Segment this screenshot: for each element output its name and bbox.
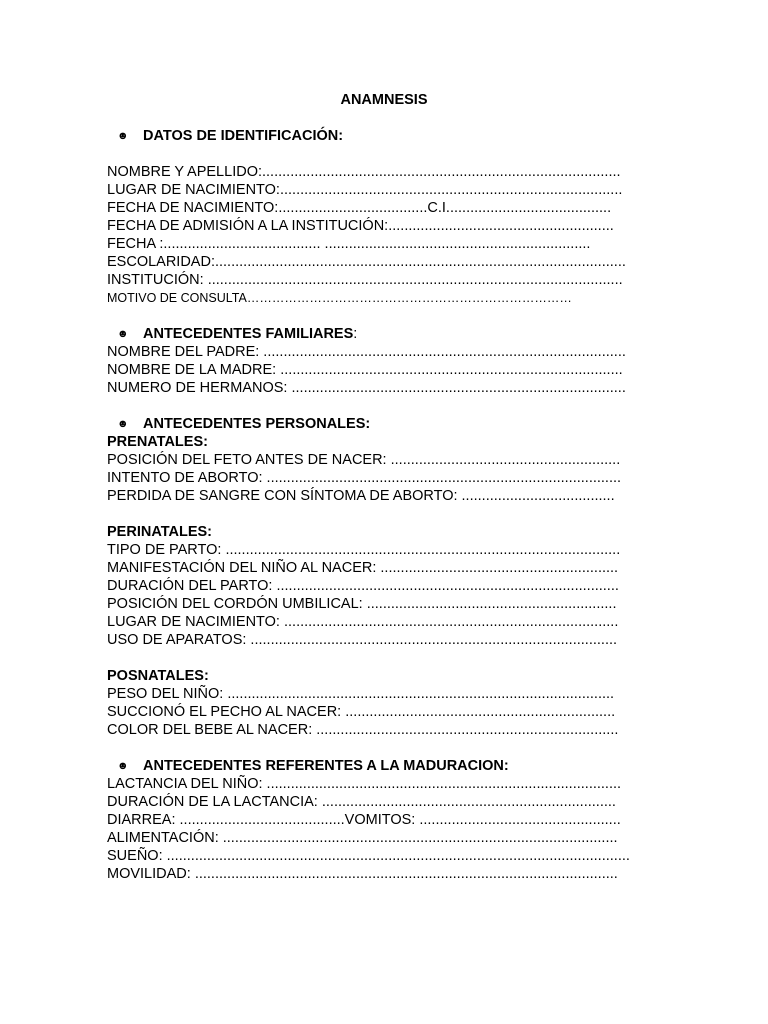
field-duracion-parto: DURACIÓN DEL PARTO: .....................................................................................	[107, 578, 619, 594]
field-posicion-cordon: POSICIÓN DEL CORDÓN UMBILICAL: ..............................................................	[107, 596, 617, 612]
field-lactancia-nino: LACTANCIA DEL NIÑO: ........................................................................................	[107, 776, 622, 792]
section-heading-identificacion	[107, 127, 639, 145]
field-lugar-nacimiento: LUGAR DE NACIMIENTO:.....................................................................................	[107, 182, 623, 198]
field-manifestacion-nino: MANIFESTACIÓN DEL NIÑO AL NACER: ...........................................................	[107, 560, 619, 576]
section-title: DATOS DE IDENTIFICACIÓN:	[143, 128, 344, 144]
field-numero-hermanos: NUMERO DE HERMANOS: ...................................................................................	[107, 380, 626, 396]
field-diarrea-vomitos: DIARREA: .........................................VOMITOS: ..................................................	[107, 812, 621, 828]
section-title-colon: :	[353, 326, 358, 342]
smiley-bullet-icon: ☻	[117, 418, 129, 430]
field-nombre-padre: NOMBRE DEL PADRE: ..........................................................................................	[107, 344, 626, 360]
field-movilidad: MOVILIDAD: .........................................................................................................	[107, 866, 618, 882]
field-color-bebe: COLOR DEL BEBE AL NACER: ...........................................................................	[107, 722, 619, 738]
field-institucion: INSTITUCIÓN: .......................................................................................................	[107, 272, 623, 288]
field-escolaridad: ESCOLARIDAD:......................................................................................................	[107, 254, 626, 270]
field-motivo-consulta: MOTIVO DE CONSULTA……………………………………………………………………	[107, 291, 572, 305]
subsection-prenatales: PRENATALES:	[107, 434, 208, 450]
section-title: ANTECEDENTES PERSONALES:	[143, 416, 371, 432]
field-fecha-nacimiento-ci: FECHA DE NACIMIENTO:.....................................C.I.........................................	[107, 200, 612, 216]
document-title: ANAMNESIS	[340, 92, 428, 108]
field-lugar-nacimiento-parto: LUGAR DE NACIMIENTO: ...................................................................................	[107, 614, 619, 630]
field-posicion-feto: POSICIÓN DEL FETO ANTES DE NACER: .........................................................	[107, 452, 621, 468]
section-title: ANTECEDENTES REFERENTES A LA MADURACION:	[143, 758, 509, 774]
field-nombre-apellido: NOMBRE Y APELLIDO:.........................................................................................	[107, 164, 621, 180]
section-title: ANTECEDENTES FAMILIARES	[143, 326, 354, 342]
field-fecha: FECHA :....................................... ..................................................................	[107, 236, 591, 252]
field-tipo-parto: TIPO DE PARTO: ..................................................................................................	[107, 542, 621, 558]
field-intento-aborto: INTENTO DE ABORTO: ........................................................................................	[107, 470, 622, 486]
field-uso-aparatos: USO DE APARATOS: ...........................................................................................	[107, 632, 618, 648]
field-perdida-sangre: PERDIDA DE SANGRE CON SÍNTOMA DE ABORTO: ......................................	[107, 488, 615, 504]
smiley-bullet-icon: ☻	[117, 760, 129, 772]
field-sueno: SUEÑO: ...................................................................................................................	[107, 848, 630, 864]
field-fecha-admision: FECHA DE ADMISIÓN A LA INSTITUCIÓN:........................................................	[107, 218, 614, 234]
field-peso-nino: PESO DEL NIÑO: ................................................................................................	[107, 686, 615, 702]
smiley-bullet-icon: ☻	[117, 130, 129, 142]
field-duracion-lactancia: DURACIÓN DE LA LACTANCIA: .........................................................................	[107, 794, 616, 810]
field-alimentacion: ALIMENTACIÓN: ..................................................................................................	[107, 830, 618, 846]
section-heading-personales	[107, 415, 639, 433]
field-nombre-madre: NOMBRE DE LA MADRE: .....................................................................................	[107, 362, 623, 378]
subsection-perinatales: PERINATALES:	[107, 524, 212, 540]
section-heading-maduracion	[107, 757, 639, 775]
section-heading-familiares	[107, 325, 639, 343]
field-succiono-pecho: SUCCIONÓ EL PECHO AL NACER: ...................................................................	[107, 704, 616, 720]
subsection-posnatales: POSNATALES:	[107, 668, 209, 684]
document-page	[107, 91, 639, 883]
smiley-bullet-icon: ☻	[117, 328, 129, 340]
